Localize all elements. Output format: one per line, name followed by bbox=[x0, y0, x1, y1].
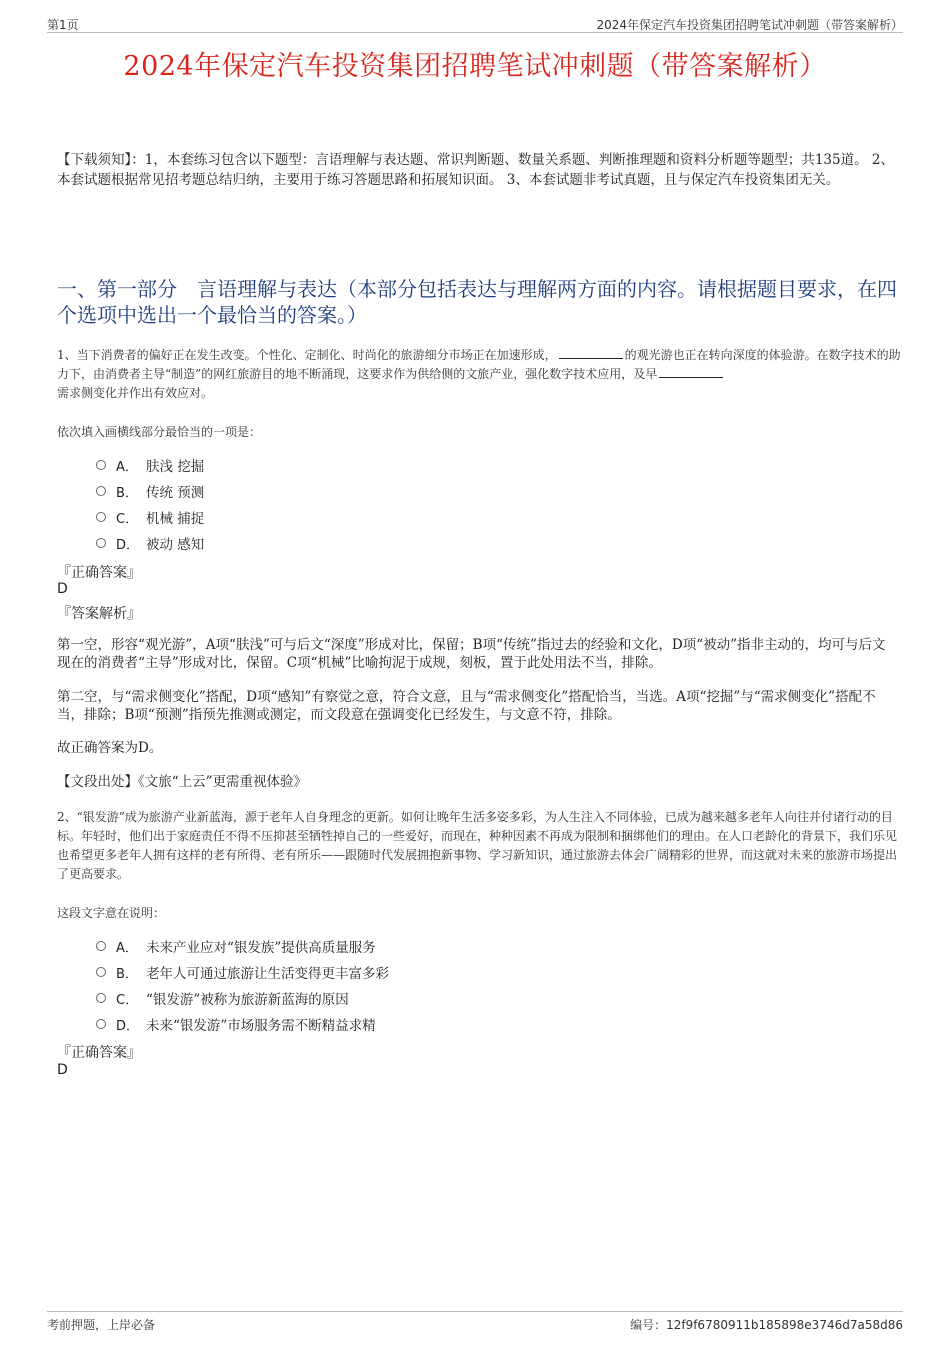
document-title: 2024年保定汽车投资集团招聘笔试冲刺题（带答案解析） bbox=[123, 51, 827, 82]
q1-conclusion: 故正确答案为D。 bbox=[57, 740, 163, 756]
radio-icon[interactable] bbox=[96, 941, 106, 951]
q2-answer-label: 『正确答案』 bbox=[57, 1045, 141, 1061]
q1-blank-2 bbox=[659, 365, 723, 378]
q1-analysis-1: 第一空，形容“观光游”，A项“肤浅”可与后文“深度”形成对比，保留；B项“传统”指过去的经验和文化，D项“被动”指非主动的，均可与后文现在的消费者“主导”形成对比，保留。C项“机械”比喻拘泥于成规，刻板，置于此处用法不当，排除。 bbox=[57, 637, 886, 671]
q1-option-b[interactable]: B． 传统 预测 bbox=[96, 478, 204, 504]
q1-text-b: 的观光游也正在转向深度的体验游。在数字技术的助力下，由消费者主导“制造”的网红旅游目的地不断涌现，这要求作为供给侧的文旅产业，强化数字技术应用，及早 bbox=[57, 348, 901, 381]
q2-options bbox=[96, 933, 389, 1037]
page-header bbox=[47, 14, 903, 33]
q1-option-a[interactable]: A． 肤浅 挖掘 bbox=[96, 452, 204, 478]
q1-text-c: 需求侧变化并作出有效应对。 bbox=[57, 386, 214, 400]
q1-text-a: 1、当下消费者的偏好正在发生改变。个性化、定制化、时尚化的旅游细分市场正在加速形成， bbox=[57, 348, 557, 362]
question-2-stem: 2、“银发游”成为旅游产业新蓝海，源于老年人自身理念的更新。如何让晚年生活多姿多彩，为人生注入不同体验，已成为越来越多老年人向往并付诸行动的目标。年轻时，他们出于家庭责任不得不压抑甚至牺牲掉自己的一些爱好，而现在，种种因素不再成为限制和捆绑他们的理由。在人口老龄化的背景下，我们乐见也希望更多老年人拥有这样的老有所得、老有所乐——跟随时代发展拥抱新事物、学习新知识，通过旅游去体会广阔精彩的世界，而这就对未来的旅游市场提出了更高要求。 bbox=[57, 810, 898, 881]
q1-option-c[interactable]: C． 机械 捕捉 bbox=[96, 504, 204, 530]
radio-icon[interactable] bbox=[96, 512, 106, 522]
q1-prompt: 依次填入画横线部分最恰当的一项是： bbox=[57, 425, 262, 439]
q2-option-a[interactable]: A． 未来产业应对“银发族”提供高质量服务 bbox=[96, 933, 389, 959]
footer-doc-id: 编号：12f9f6780911b185898e3746d7a58d86 bbox=[630, 1318, 903, 1332]
radio-icon[interactable] bbox=[96, 1019, 106, 1029]
q2-prompt: 这段文字意在说明： bbox=[57, 906, 166, 920]
radio-icon[interactable] bbox=[96, 967, 106, 977]
q1-analysis-label: 『答案解析』 bbox=[57, 606, 141, 622]
radio-icon[interactable] bbox=[96, 538, 106, 548]
page-number: 第1页 bbox=[47, 18, 79, 32]
q2-option-b[interactable]: B． 老年人可通过旅游让生活变得更丰富多彩 bbox=[96, 959, 389, 985]
download-notice: 【下载须知】：1，本套练习包含以下题型：言语理解与表达题、常识判断题、数量关系题、判断推理题和资料分析题等题型；共135道。 2、本套试题根据常见招考题总结归纳，主要用于练习答题思路和拓展知识面。 3、本套试题非考试真题，且与保定汽车投资集团无关。 bbox=[57, 152, 894, 188]
radio-icon[interactable] bbox=[96, 486, 106, 496]
q1-option-d[interactable]: D． 被动 感知 bbox=[96, 530, 204, 556]
header-doc-title: 2024年保定汽车投资集团招聘笔试冲刺题（带答案解析） bbox=[596, 18, 903, 32]
q1-answer: D bbox=[57, 581, 68, 597]
q2-option-d[interactable]: D． 未来“银发游”市场服务需不断精益求精 bbox=[96, 1011, 389, 1037]
question-1-stem bbox=[57, 346, 902, 403]
section-heading: 一、第一部分 言语理解与表达（本部分包括表达与理解两方面的内容。请根据题目要求，在四个选项中选出一个最恰当的答案。） bbox=[57, 277, 897, 327]
q1-analysis-2: 第二空，与“需求侧变化”搭配，D项“感知”有察觉之意，符合文意，且与“需求侧变化”搭配恰当，当选。A项“挖掘”与“需求侧变化”搭配不当，排除；B项“预测”指预先推测或测定，而文段意在强调变化已经发生，与文意不符，排除。 bbox=[57, 689, 876, 723]
page-footer bbox=[47, 1311, 903, 1334]
footer-slogan: 考前押题，上岸必备 bbox=[47, 1318, 156, 1332]
q1-options bbox=[96, 452, 204, 556]
q1-answer-label: 『正确答案』 bbox=[57, 565, 141, 581]
q1-blank-1 bbox=[559, 346, 623, 359]
radio-icon[interactable] bbox=[96, 460, 106, 470]
q2-option-c[interactable]: C． “银发游”被称为旅游新蓝海的原因 bbox=[96, 985, 389, 1011]
q1-source: 【文段出处】《文旅“上云”更需重视体验》 bbox=[57, 774, 308, 790]
radio-icon[interactable] bbox=[96, 993, 106, 1003]
q2-answer: D bbox=[57, 1062, 68, 1078]
